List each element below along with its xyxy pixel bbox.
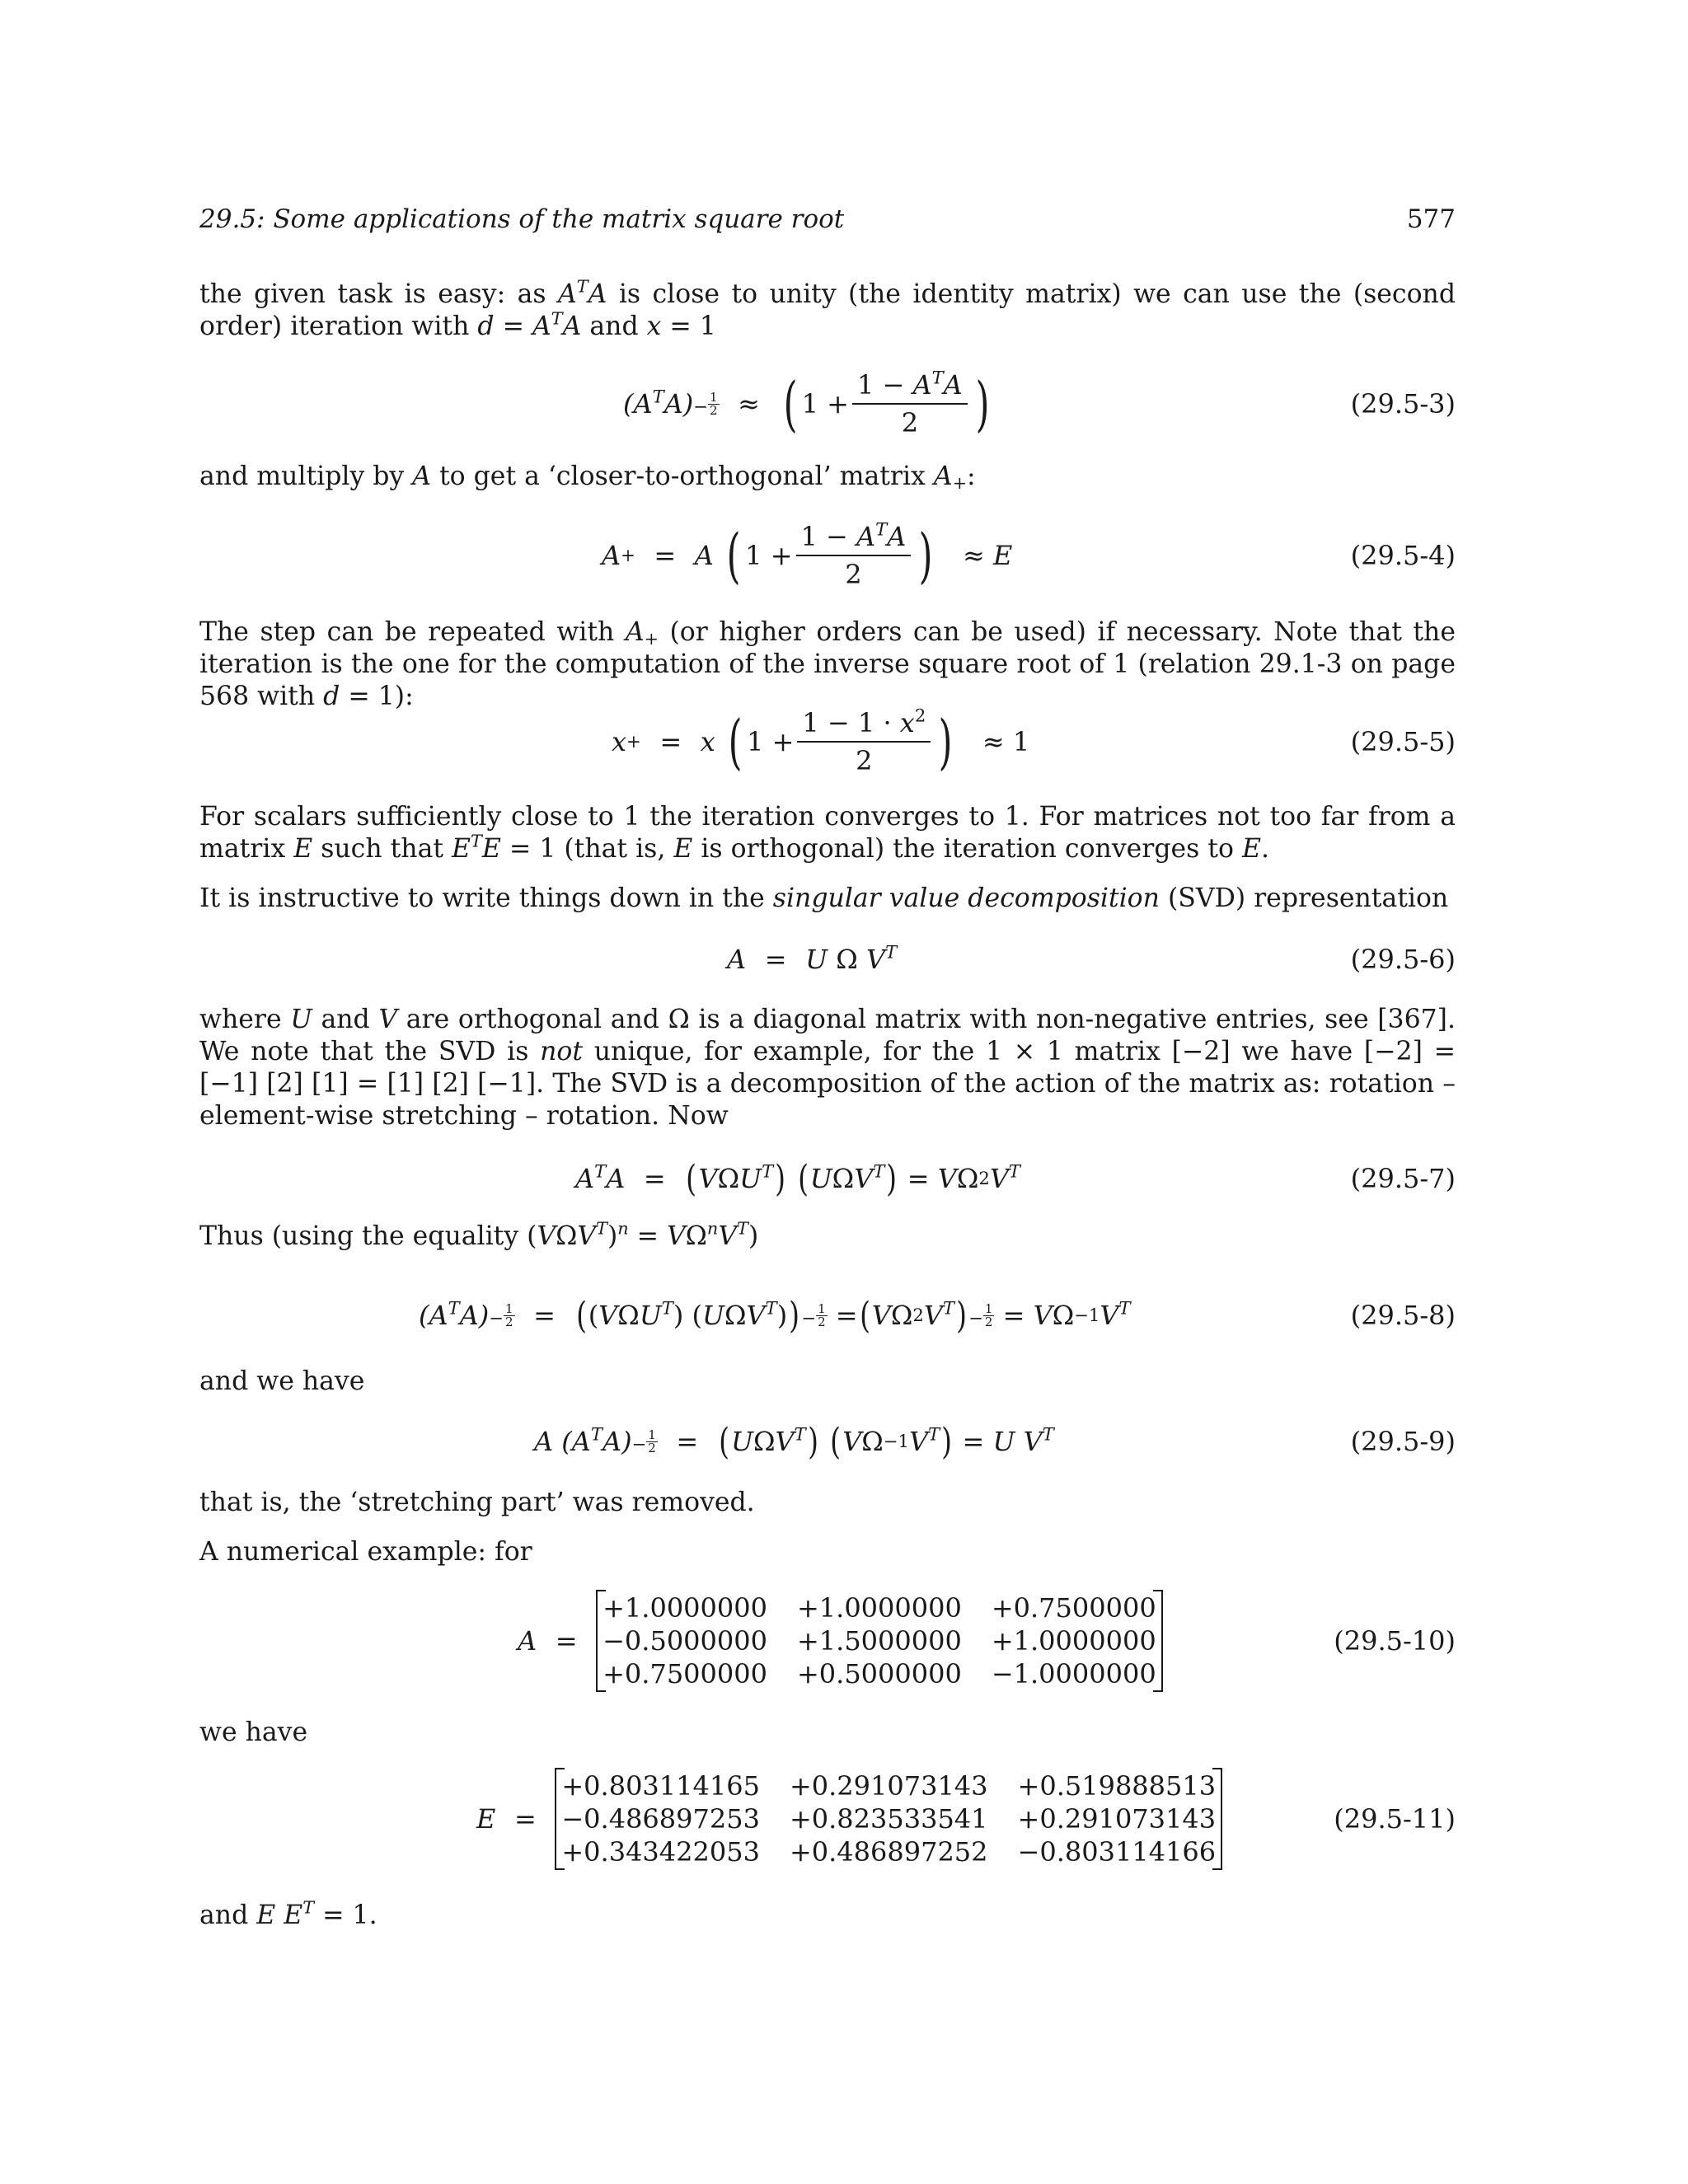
- section-title: 29.5: Some applications of the matrix square root: [199, 204, 845, 234]
- matrix-e: +0.803114165 +0.291073143 +0.519888513 −0.486897253 +0.823533541 +0.291073143 +0.343422053 +0.486897252 −0.803114166: [555, 1768, 1222, 1870]
- equation-number: (29.5-4): [1350, 540, 1456, 571]
- paragraph-stretching: that is, the ‘stretching part’ was removed.: [199, 1488, 755, 1517]
- matrix-a: +1.0000000 +1.0000000 +0.7500000 −0.5000000 +1.5000000 +1.0000000 +0.7500000 +0.5000000 −1.0000000: [596, 1590, 1163, 1692]
- equation-number: (29.5-7): [1350, 1163, 1456, 1194]
- equation-number: (29.5-10): [1334, 1625, 1456, 1657]
- paragraph-convergence: For scalars sufficiently close to 1 the iteration converges to 1. For matrices not too far from a matrix E such that $E^TE = 1$ (that is, E is orthogonal) the iteration converges to E.: [199, 802, 1456, 864]
- equation-number: (29.5-8): [1350, 1300, 1456, 1331]
- equation-29-5-5: x + = x ( 1 + $\frac{1 - 1 \cdot x^2}{2}$ ) ≈ 1 (29.5-5): [612, 705, 1456, 776]
- paragraph-svd-explained: where U and V are orthogonal and Ω is a diagonal matrix with non-negative entries, see [367]. We note that the SVD is not unique, for example, for the 1 × 1 matrix [−2] we have [−2] = [−1] [2] [1] = [1] [2] [−1]. The SVD is a decomposition of the action of the matrix as: rotation – element-wise stretching – rotation. Now: [199, 1005, 1456, 1131]
- paragraph-and-we-have: and we have: [199, 1366, 365, 1396]
- equation-number: (29.5-6): [1350, 944, 1456, 975]
- equation-29-5-3: $(A^TA)$ − $\frac{1}{2}$ ≈ ( 1 + $\frac{1 - A^TA}{2}$ ) (29.5-3): [623, 367, 1456, 438]
- paragraph-thus: Thus (using the equality $(V\Omega V^T)^n = V\Omega^nV^T$): [199, 1218, 759, 1251]
- paragraph-intro: the given task is easy: as $A^TA$ is close to unity (the identity matrix) we can use the (second order) iteration with $d = A^TA$ and x = 1: [199, 276, 1456, 341]
- paragraph-numerical-example: A numerical example: for: [199, 1537, 532, 1567]
- page-number: 577: [1406, 204, 1456, 234]
- running-header: [199, 204, 1456, 246]
- equation-number: (29.5-9): [1350, 1426, 1456, 1457]
- equation-number: (29.5-3): [1350, 388, 1456, 419]
- equation-29-5-9: A $(A^TA)$ − $\frac{1}{2}$ = ( U Ω $V^T$ ) ( V Ω −1 $V^T$ ) = U $V^T$ (29.5-9): [534, 1420, 1456, 1463]
- paragraph-multiply: and multiply by A to get a ‘closer-to-orthogonal’ matrix $A_+$:: [199, 462, 976, 494]
- equation-29-5-11: E = +0.803114165 +0.291073143 +0.519888513 −0.486897253 +0.823533541 +0.291073143 +0.343422053 +0.486897252 −0.803114166 (29.5-11): [199, 1765, 1456, 1872]
- equation-29-5-6: A = U Ω $V^T$ (29.5-6): [727, 941, 1456, 975]
- equation-29-5-8: $(A^TA)$ − $\frac{1}{2}$ = ( ( V Ω $U^T$ ) ( U Ω $V^T$ ) ) − $\frac{1}{2}$ = ( V Ω 2 $V^T$ ) − $\frac{1}{2}$ = V Ω −1 $V^T$ (29.5-8): [419, 1294, 1456, 1337]
- equation-29-5-7: $A^TA$ = ( V Ω $U^T$ ) ( U Ω $V^T$ ) = V Ω 2 $V^T$ (29.5-7): [575, 1157, 1456, 1200]
- equation-29-5-10: A = +1.0000000 +1.0000000 +0.7500000 −0.5000000 +1.5000000 +1.0000000 +0.7500000 +0.5000000 −1.0000000 (29.5-10): [199, 1587, 1456, 1694]
- paragraph-repeat: The step can be repeated with $A_+$ (or higher orders can be used) if necessary. Note that the iteration is the one for the computation of the inverse square root of 1 (relation 29.1-3 on page 568 with d = 1):: [199, 617, 1456, 711]
- paragraph-svd-intro: It is instructive to write things down in the singular value decomposition (SVD) representation: [199, 883, 1449, 913]
- paragraph-we-have: we have: [199, 1718, 308, 1747]
- equation-number: (29.5-11): [1334, 1803, 1456, 1835]
- equation-29-5-4: A + = A ( 1 + $\frac{1 - A^TA}{2}$ ) ≈ E (29.5-4): [602, 518, 1456, 590]
- equation-number: (29.5-5): [1350, 726, 1456, 757]
- paragraph-final: and E $E^T = 1$.: [199, 1897, 377, 1930]
